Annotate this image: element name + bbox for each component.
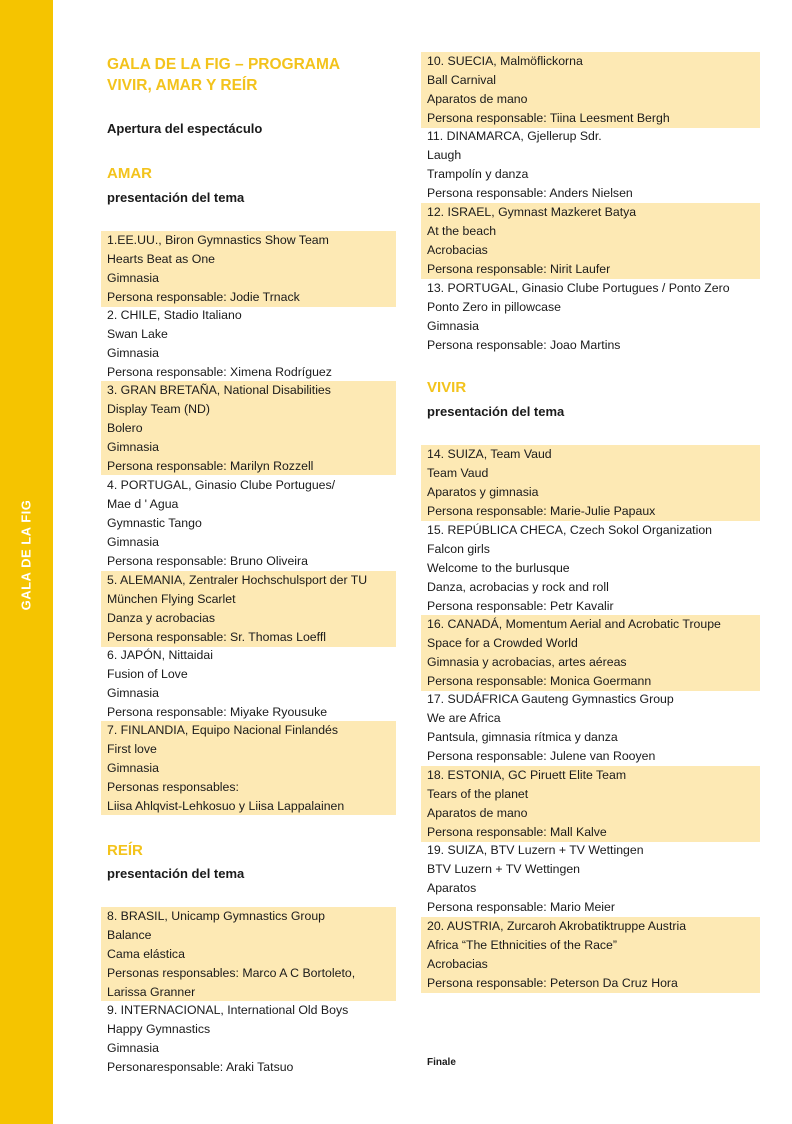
section-vivir-subtitle: presentación del tema (427, 404, 565, 419)
entry-line: Tears of the planet (427, 786, 529, 801)
entry-line: 4. PORTUGAL, Ginasio Clube Portugues/ (107, 478, 336, 492)
program-entry-8 (101, 907, 396, 1001)
program-entry-20 (421, 917, 760, 993)
entry-line: 15. REPÚBLICA CHECA, Czech Sokol Organization (427, 523, 713, 537)
entry-line: 20. AUSTRIA, Zurcaroh Akrobatiktruppe Austria (427, 919, 687, 933)
entry-line: Aparatos de mano (427, 805, 528, 820)
entry-line: Larissa Granner (107, 984, 196, 999)
entry-line: Trampolín y danza (427, 166, 529, 181)
program-entry-9 (101, 1001, 396, 1077)
entry-line: Mae d ' Agua (107, 496, 179, 511)
program-entry-13 (421, 279, 760, 355)
entry-line: 10. SUECIA, Malmöflickorna (427, 54, 583, 68)
entry-line: Persona responsable: Miyake Ryousuke (107, 704, 328, 719)
page-title (107, 54, 340, 96)
entry-line: Danza, acrobacias y rock and roll (427, 579, 609, 594)
entry-line: Aparatos de mano (427, 91, 528, 106)
program-entry-3 (101, 381, 396, 475)
entry-line: Liisa Ahlqvist-Lehkosuo y Liisa Lappalainen (107, 798, 345, 813)
entry-line: Aparatos (427, 880, 477, 895)
entry-line: 13. PORTUGAL, Ginasio Clube Portugues / Ponto Zero (427, 281, 730, 295)
entry-line: Persona responsable: Marie-Julie Papaux (427, 503, 656, 518)
entry-line: 7. FINLANDIA, Equipo Nacional Finlandés (107, 723, 339, 737)
entry-line: Gimnasia (107, 439, 159, 454)
entry-line: Gimnasia (107, 760, 159, 775)
section-reir-title: REÍR (107, 842, 143, 859)
program-entry-18 (421, 766, 760, 842)
program-entry-14 (421, 445, 760, 521)
program-entry-17 (421, 690, 760, 766)
entry-line: Gimnasia (107, 345, 159, 360)
program-entry-6 (101, 646, 396, 722)
entry-line: Gimnasia (107, 1040, 159, 1055)
side-bar-label: GALA DE LA FIG (18, 499, 34, 611)
entry-line: Persona responsable: Marilyn Rozzell (107, 458, 314, 473)
title-line-2: VIVIR, AMAR Y REÍR (107, 77, 258, 94)
entry-line: Balance (107, 927, 152, 942)
entry-line: Persona responsable: Peterson Da Cruz Hora (427, 975, 678, 990)
entry-line: Danza y acrobacias (107, 610, 215, 625)
section-vivir-title: VIVIR (427, 379, 467, 396)
entry-line: Team Vaud (427, 465, 489, 480)
entry-line: Gimnasia (427, 318, 479, 333)
entry-line: 12. ISRAEL, Gymnast Mazkeret Batya (427, 205, 637, 219)
program-entry-5 (101, 571, 396, 647)
entry-line: We are Africa (427, 710, 501, 725)
entry-line: 5. ALEMANIA, Zentraler Hochschulsport der TU (107, 573, 368, 587)
entry-line: Africa “The Ethnicities of the Race” (427, 937, 617, 952)
side-bar (0, 0, 53, 1124)
entry-line: Aparatos y gimnasia (427, 484, 539, 499)
entry-line: Persona responsable: Anders Nielsen (427, 185, 633, 200)
entry-line: Persona responsable: Monica Goermann (427, 673, 652, 688)
program-entry-11 (421, 127, 760, 203)
entry-line: Hearts Beat as One (107, 251, 215, 266)
entry-line: Laugh (427, 147, 462, 162)
entry-line: Persona responsable: Nirit Laufer (427, 261, 611, 276)
entry-line: Cama elástica (107, 946, 185, 961)
entry-line: Ball Carnival (427, 72, 497, 87)
entry-line: 1.EE.UU., Biron Gymnastics Show Team (107, 233, 329, 247)
program-entry-19 (421, 841, 760, 917)
finale-label: Finale (427, 1057, 456, 1068)
opening-heading: Apertura del espectáculo (107, 121, 263, 136)
entry-line: BTV Luzern + TV Wettingen (427, 861, 580, 876)
entry-line: 8. BRASIL, Unicamp Gymnastics Group (107, 909, 326, 923)
entry-line: 9. INTERNACIONAL, International Old Boys (107, 1003, 349, 1017)
entry-line: Persona responsable: Mario Meier (427, 899, 615, 914)
entry-line: Personas responsables: Marco A C Bortoleto, (107, 965, 356, 980)
program-entry-16 (421, 615, 760, 691)
entry-line: 14. SUIZA, Team Vaud (427, 447, 552, 461)
entry-line: 18. ESTONIA, GC Piruett Elite Team (427, 768, 627, 782)
entry-line: Acrobacias (427, 956, 488, 971)
section-amar-title: AMAR (107, 165, 152, 182)
entry-line: Persona responsable: Petr Kavalir (427, 598, 614, 613)
entry-line: Space for a Crowded World (427, 635, 578, 650)
entry-line: Falcon girls (427, 541, 490, 556)
entry-line: First love (107, 741, 157, 756)
entry-line: Persona responsable: Julene van Rooyen (427, 748, 656, 763)
entry-line: Personaresponsable: Araki Tatsuo (107, 1059, 294, 1074)
entry-line: At the beach (427, 223, 497, 238)
entry-line: Gimnasia y acrobacias, artes aéreas (427, 654, 627, 669)
entry-line: Persona responsable: Joao Martins (427, 337, 621, 352)
entry-line: Personas responsables: (107, 779, 239, 794)
entry-line: 11. DINAMARCA, Gjellerup Sdr. (427, 129, 602, 143)
section-reir-subtitle: presentación del tema (107, 866, 245, 881)
program-entry-1 (101, 231, 396, 307)
entry-line: Gymnastic Tango (107, 515, 202, 530)
entry-line: 16. CANADÁ, Momentum Aerial and Acrobatic Troupe (427, 617, 721, 631)
entry-line: Gimnasia (107, 270, 159, 285)
entry-line: München Flying Scarlet (107, 591, 236, 606)
entry-line: Persona responsable: Jodie Trnack (107, 289, 300, 304)
entry-line: Gimnasia (107, 685, 159, 700)
entry-line: Acrobacias (427, 242, 488, 257)
entry-line: Bolero (107, 420, 143, 435)
program-entry-10 (421, 52, 760, 128)
entry-line: 6. JAPÓN, Nittaidai (107, 648, 213, 662)
entry-line: 3. GRAN BRETAÑA, National Disabilities (107, 383, 331, 397)
entry-line: Display Team (ND) (107, 401, 210, 416)
entry-line: Fusion of Love (107, 666, 188, 681)
entry-line: Pantsula, gimnasia rítmica y danza (427, 729, 618, 744)
entry-line: Happy Gymnastics (107, 1021, 211, 1036)
program-entry-4 (101, 476, 396, 570)
entry-line: 19. SUIZA, BTV Luzern + TV Wettingen (427, 843, 644, 857)
entry-line: Welcome to the burlusque (427, 560, 570, 575)
title-line-1: GALA DE LA FIG – PROGRAMA (107, 56, 341, 73)
entry-line: Persona responsable: Ximena Rodríguez (107, 364, 332, 379)
entry-line: Swan Lake (107, 326, 168, 341)
entry-line: Ponto Zero in pillowcase (427, 299, 561, 314)
entry-line: Persona responsable: Tiina Leesment Bergh (427, 110, 670, 125)
entry-line: Gimnasia (107, 534, 159, 549)
program-entry-12 (421, 203, 760, 279)
entry-line: 2. CHILE, Stadio Italiano (107, 308, 242, 322)
program-entry-15 (421, 521, 760, 615)
entry-line: Persona responsable: Sr. Thomas Loeffl (107, 629, 326, 644)
program-entry-2 (101, 306, 396, 382)
section-amar-subtitle: presentación del tema (107, 190, 245, 205)
entry-line: Persona responsable: Bruno Oliveira (107, 553, 308, 568)
entry-line: Persona responsable: Mall Kalve (427, 824, 607, 839)
entry-line: 17. SUDÁFRICA Gauteng Gymnastics Group (427, 692, 674, 706)
program-entry-7 (101, 721, 396, 815)
